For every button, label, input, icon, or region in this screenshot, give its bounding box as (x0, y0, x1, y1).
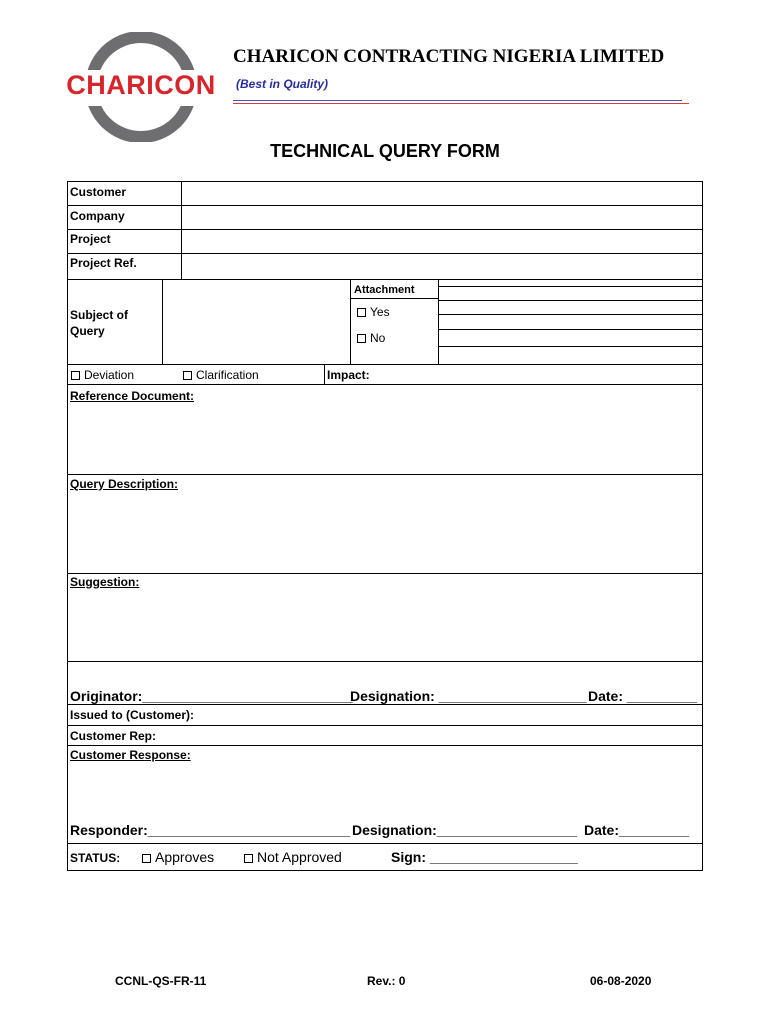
impact-label: Impact: (327, 368, 370, 382)
deviation-checkbox[interactable] (71, 371, 80, 380)
deviation-option[interactable] (71, 368, 134, 382)
clarification-label: Clarification (196, 368, 259, 382)
row-divider (68, 474, 702, 475)
subject-field[interactable] (163, 280, 350, 364)
suggestion-label: Suggestion: (70, 575, 140, 589)
customer-label: Customer (70, 185, 127, 199)
customer-response-field[interactable] (68, 764, 702, 819)
company-tagline: (Best in Quality) (236, 77, 329, 91)
deviation-label: Deviation (84, 368, 135, 382)
project-field[interactable] (182, 230, 702, 253)
sign-field[interactable]: Sign: ___________________ (391, 849, 578, 865)
row-divider (68, 573, 702, 574)
responder-date-field[interactable]: Date:_________ (584, 822, 690, 838)
document-date: 06-08-2020 (590, 974, 652, 988)
subject-label-line1: Subject of (70, 308, 129, 322)
attachment-row-divider (438, 346, 702, 347)
document-code: CCNL-QS-FR-11 (115, 974, 207, 988)
header-rule-red (233, 103, 689, 104)
subject-divider (350, 279, 351, 364)
responder-field[interactable]: Responder:__________________________ (70, 822, 351, 838)
no-label: No (370, 331, 386, 345)
clarification-checkbox[interactable] (183, 371, 192, 380)
issued-to-label: Issued to (Customer): (70, 708, 195, 722)
attachment-row-divider (438, 286, 702, 287)
row-divider (68, 843, 702, 844)
approves-checkbox[interactable] (142, 854, 151, 863)
originator-field[interactable]: Originator:___________________________ (70, 688, 353, 704)
form-title: TECHNICAL QUERY FORM (270, 141, 500, 161)
customer-rep-label: Customer Rep: (70, 729, 157, 743)
attachment-row-divider (438, 300, 702, 301)
project-ref-field[interactable] (182, 254, 702, 279)
clarification-option[interactable] (183, 368, 259, 382)
yes-checkbox[interactable] (357, 308, 366, 317)
header-rule-blue (233, 100, 682, 101)
revision-number: Rev.: 0 (367, 974, 406, 988)
project-ref-label: Project Ref. (70, 256, 137, 270)
customer-field[interactable] (182, 182, 702, 205)
approves-option[interactable] (142, 849, 214, 865)
reference-document-label: Reference Document: (70, 389, 195, 403)
row-divider (68, 745, 702, 746)
row-divider (68, 725, 702, 726)
originator-designation-field[interactable]: Designation: ___________________ (350, 688, 587, 704)
company-logo (52, 32, 230, 142)
technical-query-form (67, 181, 703, 871)
row-divider (68, 364, 702, 365)
impact-divider (324, 364, 325, 384)
reference-document-field[interactable] (68, 404, 702, 474)
project-label: Project (70, 232, 111, 246)
suggestion-field[interactable] (68, 591, 702, 661)
row-divider (68, 384, 702, 385)
status-label: STATUS: (70, 851, 121, 865)
responder-designation-field[interactable]: Designation:__________________ (352, 822, 577, 838)
attachment-divider (438, 279, 439, 364)
row-divider (68, 661, 702, 662)
company-label: Company (70, 209, 125, 223)
logo-wordmark: CHARICON (66, 70, 216, 100)
originator-date-field[interactable]: Date: _________ (588, 688, 697, 704)
yes-label: Yes (370, 305, 390, 319)
attachment-row-divider (438, 314, 702, 315)
attachment-yes-option[interactable] (357, 305, 390, 319)
not-approved-checkbox[interactable] (244, 854, 253, 863)
attachment-row-divider (438, 329, 702, 330)
company-field[interactable] (182, 206, 702, 229)
company-name: CHARICON CONTRACTING NIGERIA LIMITED (233, 46, 665, 67)
row-divider (68, 704, 702, 705)
not-approved-label: Not Approved (257, 849, 342, 865)
not-approved-option[interactable] (244, 849, 342, 865)
attachment-label: Attachment (354, 284, 415, 296)
subject-label-line2: Query (70, 324, 105, 338)
attachment-no-option[interactable] (357, 331, 385, 345)
query-description-label: Query Description: (70, 477, 179, 491)
customer-response-label: Customer Response: (70, 748, 191, 762)
approves-label: Approves (155, 849, 215, 865)
query-description-field[interactable] (68, 493, 702, 573)
no-checkbox[interactable] (357, 334, 366, 343)
attachment-divider (350, 298, 438, 299)
